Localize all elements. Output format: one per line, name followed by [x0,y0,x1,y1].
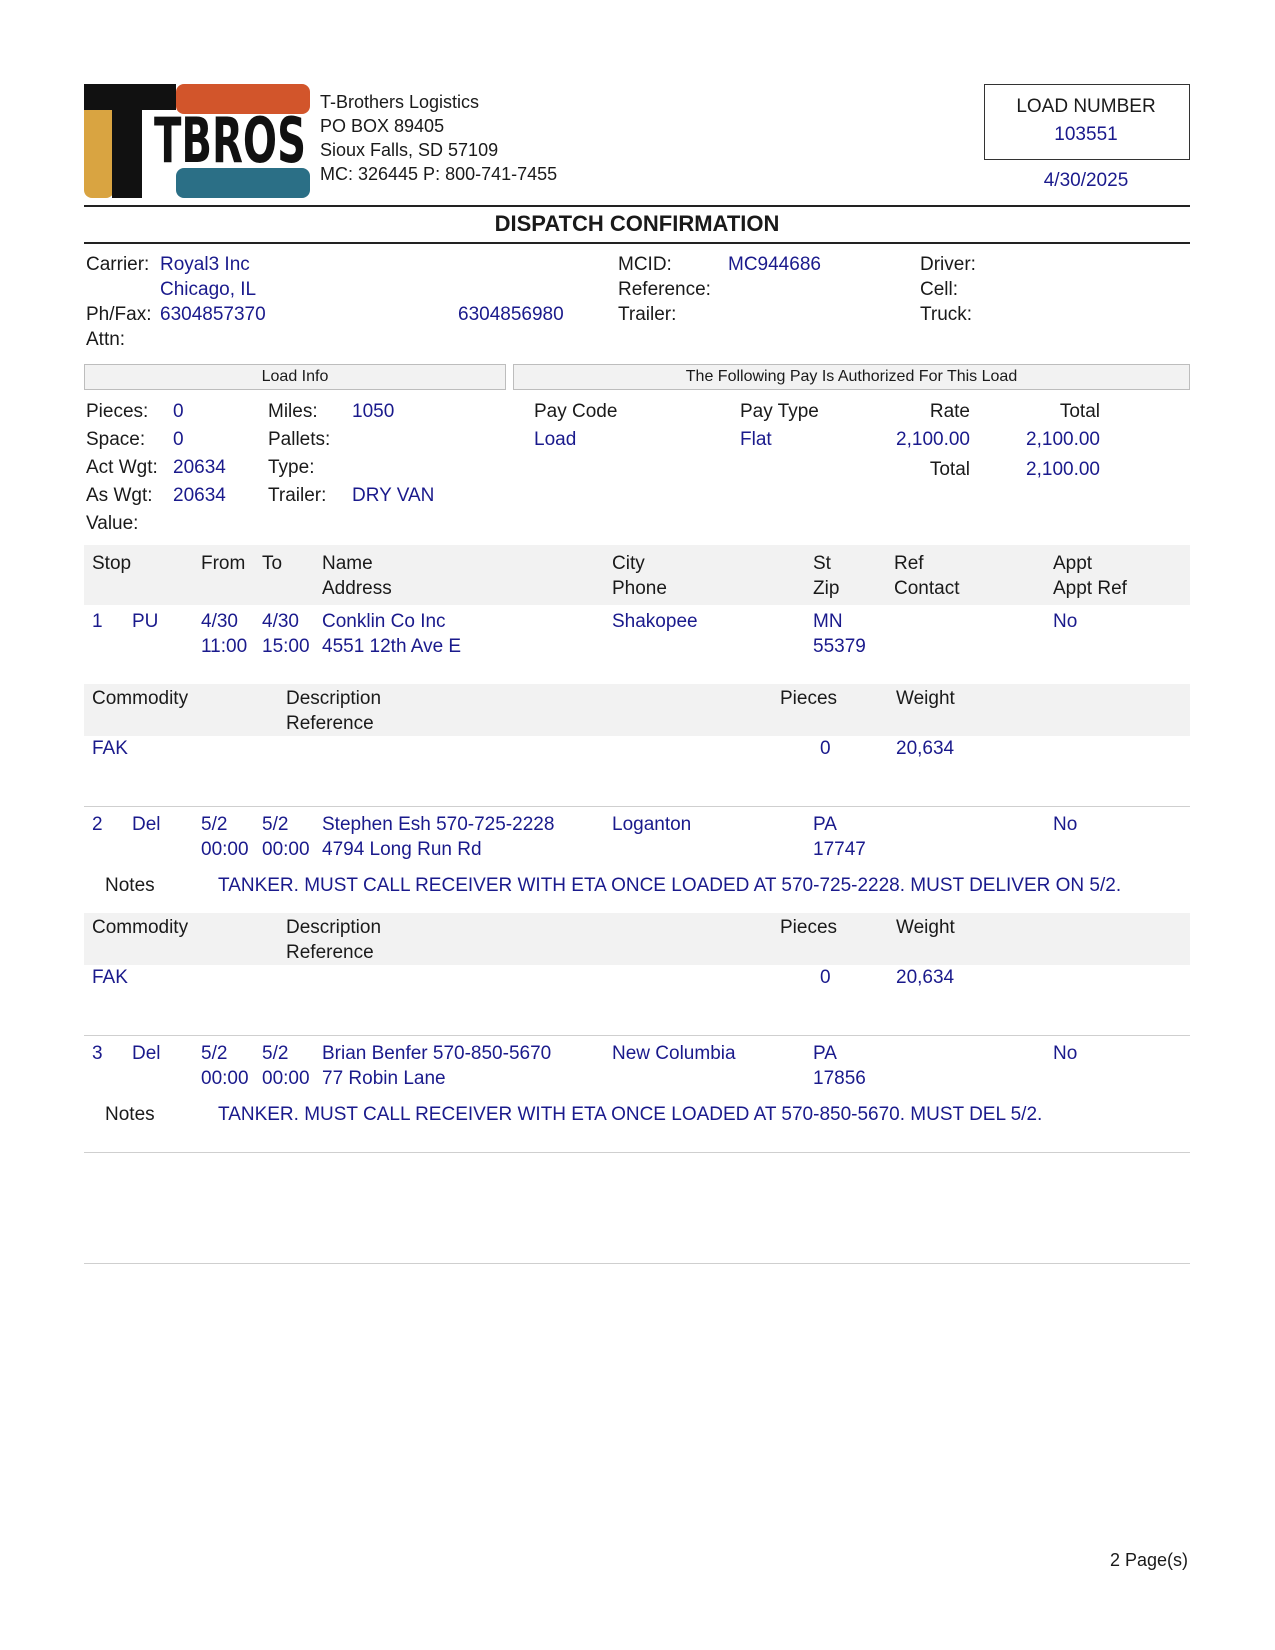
stop-from-time: 11:00 [201,636,248,657]
commodity-name: FAK [92,738,128,759]
commodity-pieces: 0 [820,738,831,759]
pay-code-header: Pay Code [534,401,618,422]
stop-state: MN [813,611,843,632]
mcid-value: MC944686 [728,254,821,275]
commodity-col-pieces: Pieces [780,688,838,709]
commodity-pieces: 0 [820,967,831,988]
pay-code: Load [534,429,577,450]
commodity-col-pieces: Pieces [780,917,838,938]
stop-city: New Columbia [612,1043,736,1064]
stop-divider [84,806,1190,807]
company-address-1: PO BOX 89405 [320,116,445,136]
stops-col-st: St [813,553,831,574]
pay-type: Flat [740,429,772,450]
logo-text: TBROS [154,104,306,177]
footer-divider [84,1263,1190,1264]
stop-kind: Del [132,814,161,835]
stop-appt: No [1053,814,1078,835]
actwgt-label: Act Wgt: [86,457,158,478]
grand-total-label: Total [929,459,970,480]
pallets-label: Pallets: [268,429,331,450]
stops-col-zip: Zip [813,578,840,599]
aswgt-value: 20634 [173,485,226,506]
commodity-col-description: Description [286,688,382,709]
stop-to-time: 15:00 [262,636,310,657]
aswgt-label: As Wgt: [86,485,153,506]
stops-col-from: From [201,553,246,574]
page-count: 2 Page(s) [1109,1550,1188,1570]
pieces-value: 0 [173,401,184,422]
stop-from-date: 5/2 [201,1043,228,1064]
stop-city: Shakopee [612,611,698,632]
pay-rate: 2,100.00 [896,429,970,450]
stop-from-time: 00:00 [201,839,249,860]
stop-divider [84,1035,1190,1036]
stops-col-stop: Stop [92,553,132,574]
phfax-label: Ph/Fax: [86,304,152,325]
commodity-col-commodity: Commodity [92,917,189,938]
miles-label: Miles: [268,401,318,422]
stops-col-to: To [262,553,283,574]
stops-col-contact: Contact [894,578,960,599]
stop-name: Stephen Esh 570-725-2228 [322,814,555,835]
cell-label: Cell: [920,279,959,300]
load-number: 103551 [1054,124,1118,145]
commodity-col-commodity: Commodity [92,688,189,709]
type-label: Type: [268,457,315,478]
stop-appt: No [1053,611,1078,632]
stops-end-divider [84,1152,1190,1153]
attn-label: Attn: [86,329,126,350]
stop-zip: 17747 [813,839,866,860]
commodity-col-description: Description [286,917,382,938]
load-number-label: LOAD NUMBER [1016,96,1156,117]
pay-header: The Following Pay Is Authorized For This Load [513,364,1190,390]
stop-name: Conklin Co Inc [322,611,446,632]
title-rule-bottom [84,242,1190,244]
value-label: Value: [86,513,139,534]
stop-address: 77 Robin Lane [322,1068,446,1089]
load-trailer-label: Trailer: [268,485,327,506]
mcid-label: MCID: [618,254,672,275]
notes-label: Notes [105,1104,155,1125]
load-trailer-value: DRY VAN [352,485,435,506]
pay-total-header: Total [1059,401,1100,422]
stop-to-time: 00:00 [262,1068,310,1089]
stop-from-date: 5/2 [201,814,228,835]
stop-to-date: 5/2 [262,1043,289,1064]
carrier-city: Chicago, IL [160,279,257,300]
stops-col-ref: Ref [894,553,924,574]
stop-from-time: 00:00 [201,1068,249,1089]
company-name: T-Brothers Logistics [320,92,480,112]
commodity-col-weight: Weight [896,917,955,938]
truck-label: Truck: [920,304,973,325]
space-value: 0 [173,429,184,450]
commodity-col-reference: Reference [286,713,374,734]
stop-number: 3 [92,1043,103,1064]
pay-total: 2,100.00 [1026,429,1100,450]
commodity-header-band [84,684,1190,736]
commodity-col-reference: Reference [286,942,374,963]
carrier-name: Royal3 Inc [160,254,250,275]
stop-notes: TANKER. MUST CALL RECEIVER WITH ETA ONCE LOADED AT 570-725-2228. MUST DELIVER ON 5/2. [218,875,1122,896]
carrier-fax: 6304856980 [458,304,564,325]
actwgt-value: 20634 [173,457,226,478]
stop-city: Loganton [612,814,692,835]
stops-col-phone: Phone [612,578,667,599]
stop-name: Brian Benfer 570-850-5670 [322,1043,552,1064]
stop-to-date: 4/30 [262,611,299,632]
stop-kind: Del [132,1043,161,1064]
commodity-weight: 20,634 [896,738,955,759]
pay-rate-header: Rate [929,401,970,422]
load-info-header: Load Info [84,364,506,390]
stop-appt: No [1053,1043,1078,1064]
carrier-phone: 6304857370 [160,304,266,325]
load-date: 4/30/2025 [1043,170,1129,191]
title-rule-top [84,205,1190,207]
stop-address: 4794 Long Run Rd [322,839,482,860]
notes-label: Notes [105,875,155,896]
stop-state: PA [813,814,837,835]
stops-col-appt-ref: Appt Ref [1053,578,1127,599]
stops-col-address: Address [322,578,392,599]
stop-address: 4551 12th Ave E [322,636,462,657]
company-contact: MC: 326445 P: 800-741-7455 [320,164,558,184]
reference-label: Reference: [618,279,711,300]
stop-to-date: 5/2 [262,814,289,835]
stop-from-date: 4/30 [201,611,238,632]
stops-col-name: Name [322,553,373,574]
page-title: DISPATCH CONFIRMATION [494,211,780,236]
stop-number: 2 [92,814,103,835]
stops-col-appt: Appt [1053,553,1093,574]
company-logo [84,84,310,198]
stop-zip: 17856 [813,1068,866,1089]
company-address-2: Sioux Falls, SD 57109 [320,140,499,160]
commodity-col-weight: Weight [896,688,955,709]
driver-label: Driver: [920,254,976,275]
stop-zip: 55379 [813,636,866,657]
stop-kind: PU [132,611,159,632]
stop-state: PA [813,1043,837,1064]
commodity-weight: 20,634 [896,967,955,988]
stop-to-time: 00:00 [262,839,310,860]
carrier-label: Carrier: [86,254,150,275]
grand-total: 2,100.00 [1026,459,1100,480]
pieces-label: Pieces: [86,401,149,422]
space-label: Space: [86,429,146,450]
stop-number: 1 [92,611,103,632]
stops-col-city: City [612,553,645,574]
commodity-name: FAK [92,967,128,988]
pay-type-header: Pay Type [740,401,819,422]
miles-value: 1050 [352,401,395,422]
commodity-header-band [84,913,1190,965]
carrier-trailer-label: Trailer: [618,304,677,325]
stop-notes: TANKER. MUST CALL RECEIVER WITH ETA ONCE LOADED AT 570-850-5670. MUST DEL 5/2. [218,1104,1043,1125]
